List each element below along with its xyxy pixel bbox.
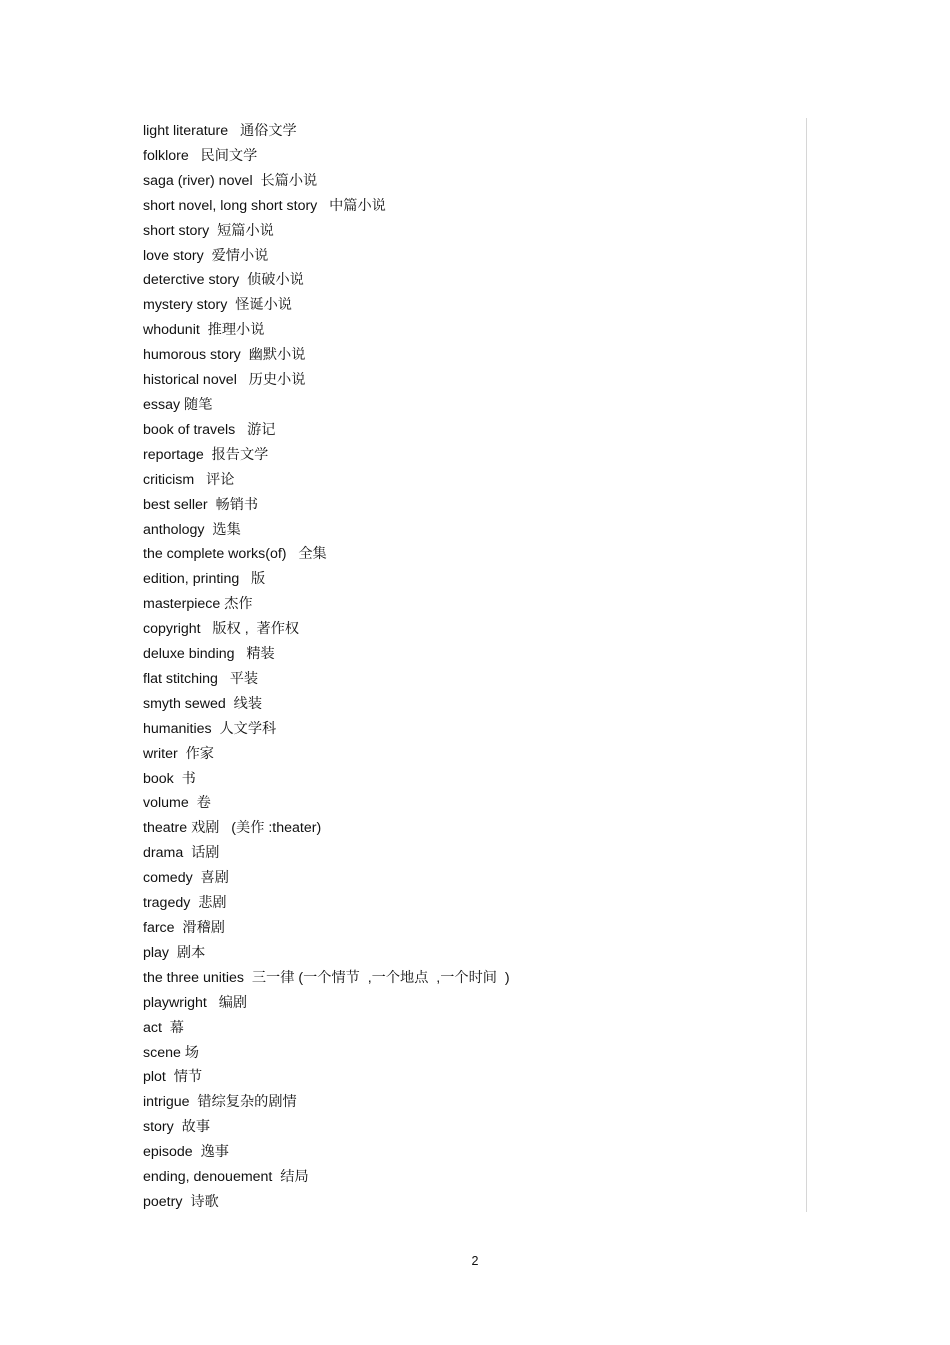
- vocabulary-entry: comedy 喜剧: [143, 870, 229, 887]
- vocabulary-entry: saga (river) novel 长篇小说: [143, 172, 318, 189]
- vocabulary-entry: play 剧本: [143, 944, 206, 961]
- vocabulary-entry: book 书: [143, 770, 196, 787]
- vocabulary-entry: anthology 选集: [143, 521, 241, 538]
- vocabulary-entry: short story 短篇小说: [143, 222, 274, 239]
- right-margin-rule: [806, 118, 807, 1212]
- page-number: 2: [471, 1254, 479, 1268]
- vocabulary-entry: criticism 评论: [143, 471, 235, 488]
- vocabulary-entry: drama 话剧: [143, 845, 220, 862]
- vocabulary-entry: copyright 版权 , 著作权: [143, 621, 300, 638]
- vocabulary-entry: theatre 戏剧 (美作 :theater): [143, 820, 322, 837]
- vocabulary-entry: humanities 人文学科: [143, 720, 277, 737]
- vocabulary-entry: playwright 编剧: [143, 994, 248, 1011]
- vocabulary-entry: masterpiece 杰作: [143, 596, 253, 613]
- vocabulary-entry: reportage 报告文学: [143, 446, 269, 463]
- vocabulary-entry: flat stitching 平装: [143, 670, 259, 687]
- vocabulary-entry: ending, denouement 结局: [143, 1169, 309, 1186]
- vocabulary-entry: plot 情节: [143, 1069, 203, 1086]
- vocabulary-entry: essay 随笔: [143, 396, 213, 413]
- vocabulary-entry: book of travels 游记: [143, 421, 276, 438]
- vocabulary-entry: story 故事: [143, 1119, 211, 1136]
- vocabulary-entry: historical novel 历史小说: [143, 372, 306, 389]
- vocabulary-entry: humorous story 幽默小说: [143, 347, 306, 364]
- vocabulary-entry: episode 逸事: [143, 1144, 229, 1161]
- vocabulary-entry: folklore 民间文学: [143, 147, 258, 164]
- vocabulary-entry: writer 作家: [143, 745, 214, 762]
- vocabulary-entry: volume 卷: [143, 795, 211, 812]
- vocabulary-entry: short novel, long short story 中篇小说: [143, 197, 386, 214]
- vocabulary-entry: edition, printing 版: [143, 571, 266, 588]
- vocabulary-entry: smyth sewed 线装: [143, 695, 263, 712]
- vocabulary-entry: whodunit 推理小说: [143, 322, 265, 339]
- vocabulary-entry: deluxe binding 精装: [143, 646, 275, 663]
- vocabulary-list: [143, 119, 793, 1215]
- vocabulary-entry: mystery story 怪诞小说: [143, 297, 292, 314]
- vocabulary-entry: deterctive story 侦破小说: [143, 272, 304, 289]
- vocabulary-entry: act 幕: [143, 1019, 184, 1036]
- vocabulary-entry: best seller 畅销书: [143, 496, 259, 513]
- vocabulary-entry: light literature 通俗文学: [143, 123, 297, 139]
- vocabulary-entry: scene 场: [143, 1044, 199, 1061]
- vocabulary-entry: the complete works(of) 全集: [143, 546, 327, 563]
- vocabulary-entry: poetry 诗歌: [143, 1193, 219, 1210]
- vocabulary-entry: the three unities 三一律 (一个情节 ,一个地点 ,一个时间 ): [143, 969, 510, 986]
- vocabulary-entry: love story 爱情小说: [143, 247, 269, 264]
- vocabulary-entry: tragedy 悲剧: [143, 895, 227, 912]
- vocabulary-entry: intrigue 错综复杂的剧情: [143, 1094, 297, 1111]
- vocabulary-entry: farce 滑稽剧: [143, 920, 225, 936]
